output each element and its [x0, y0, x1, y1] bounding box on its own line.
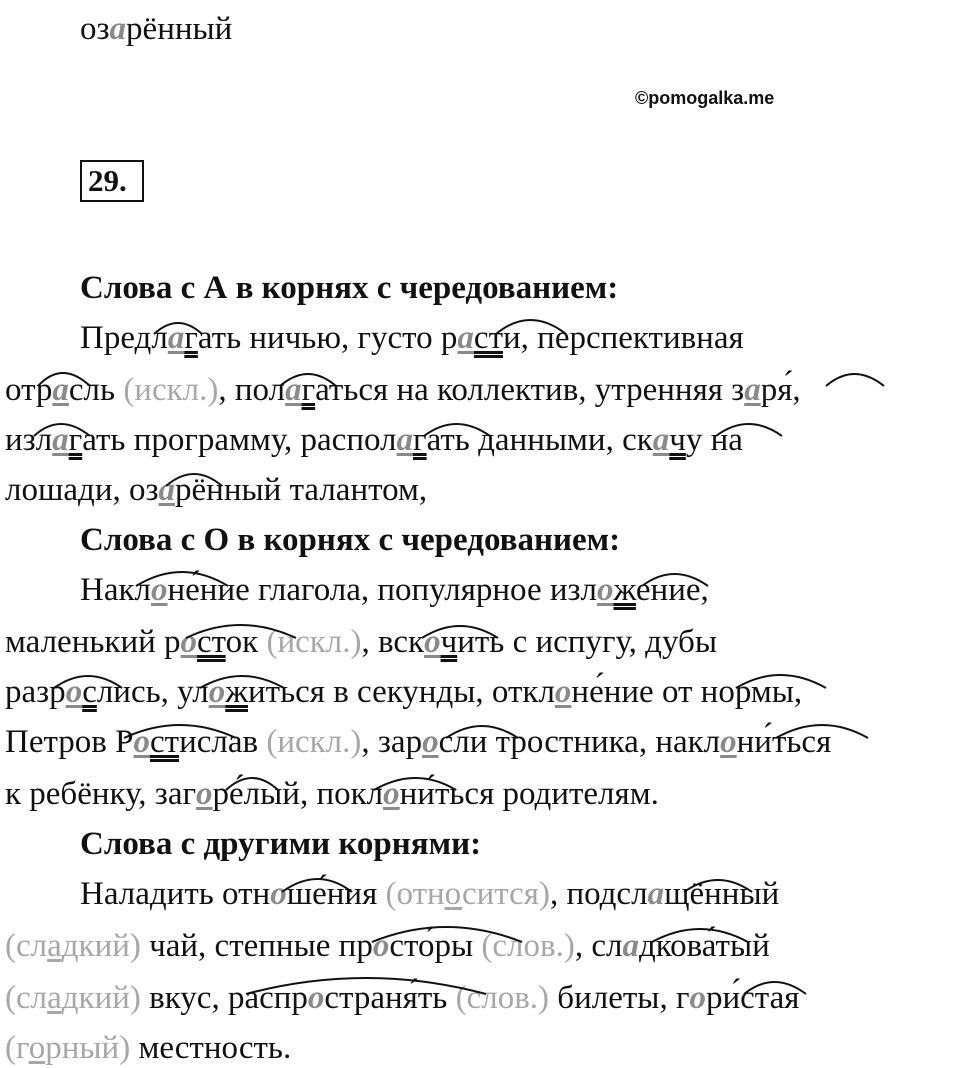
vowel: о [422, 724, 439, 760]
check-word: (г [5, 1030, 29, 1066]
vowel: о [65, 674, 83, 710]
vowel: о [270, 876, 287, 912]
text-line [5, 370, 801, 410]
vowel: о [554, 674, 572, 710]
consonant: г [184, 320, 198, 356]
text: ок [225, 624, 267, 660]
vowel: а [652, 422, 670, 458]
vowel: о [720, 724, 737, 760]
text: сто́ры [389, 928, 482, 964]
text: аться на коллектив, утренняя з [315, 372, 745, 408]
vowel: о [133, 724, 150, 760]
text: иться в секунды, откл [248, 674, 555, 710]
vowel: а [647, 876, 665, 912]
text: маленький р [5, 624, 181, 660]
consonant: ст [150, 724, 180, 760]
vowel: о [150, 572, 168, 608]
text: ение, [635, 572, 709, 608]
check-word: (отн [385, 876, 445, 912]
text: ни́ться родителям. [399, 776, 659, 812]
text-line [80, 570, 709, 610]
vowel: а [167, 320, 185, 356]
text: Наладить отн [80, 876, 271, 912]
text: ни́ться [736, 724, 832, 760]
text: лись, ул [96, 674, 209, 710]
vowel: о [307, 980, 325, 1016]
consonant: г [68, 422, 83, 458]
dictionary-note: (слов.) [481, 928, 575, 964]
consonant: с [82, 674, 97, 710]
text: страня́ть [324, 980, 456, 1016]
watermark: ©pomogalka.me [635, 88, 775, 108]
text: местность. [130, 1030, 292, 1066]
check-word: дкий) [61, 928, 141, 964]
check-word: рный) [45, 1030, 131, 1066]
check-vowel: о [28, 1030, 46, 1066]
vowel: о [597, 572, 614, 608]
section-heading-other: Слова с другими корнями: [80, 826, 482, 862]
text: , зар [361, 724, 423, 760]
text: ря́, [760, 372, 801, 408]
text-line [5, 672, 802, 712]
vowel: а [396, 422, 414, 458]
text: отр [5, 372, 53, 408]
text: сль [68, 372, 124, 408]
text-line [5, 470, 427, 510]
text: разр [5, 674, 66, 710]
vowel: а [457, 320, 474, 356]
section-heading-a: Слова с А в корнях с чередованием: [80, 270, 619, 306]
text: к ребёнку, заг [5, 776, 197, 812]
text: ре́лый, покл [212, 776, 384, 812]
text: рённый [126, 11, 233, 47]
vowel: а [52, 422, 69, 458]
check-word: (сл [5, 928, 48, 964]
vowel: о [424, 624, 441, 660]
root-arc [826, 374, 884, 386]
text: ить с испугу, дубы [457, 624, 717, 660]
text-line [5, 774, 659, 814]
exception-note: (искл.) [266, 724, 362, 760]
text: , вск [361, 624, 425, 660]
text-line [5, 978, 799, 1018]
dictionary-note: (слов.) [455, 980, 550, 1016]
consonant: ч [440, 624, 458, 660]
text: Петров Р [5, 724, 134, 760]
text: Предл [80, 320, 168, 356]
vowel: а [109, 11, 127, 47]
consonant: г [413, 422, 427, 458]
text-line [5, 622, 717, 662]
consonant: г [301, 372, 316, 408]
text: , пол [218, 372, 286, 408]
text-line [5, 1028, 291, 1068]
text: изл [5, 422, 53, 458]
text: билеты, г [549, 980, 690, 1016]
text-line [5, 722, 831, 762]
section-heading-o: Слова с О в корнях с чередованием: [80, 522, 621, 558]
consonant: ст [197, 624, 226, 660]
consonant: ж [225, 674, 248, 710]
text-line [80, 318, 744, 358]
text: Накл [80, 572, 151, 608]
check-vowel: о [444, 876, 462, 912]
text: ать ничью, густо р [197, 320, 458, 356]
vowel: а [744, 372, 761, 408]
text: ше́ния [286, 876, 386, 912]
text: не́ние глагола, популярное изл [167, 572, 598, 608]
top-word [80, 9, 232, 49]
vowel: а [622, 928, 639, 964]
consonant: ж [613, 572, 636, 608]
consonant: ст [473, 320, 503, 356]
exception-note: (искл.) [123, 372, 219, 408]
text-line [5, 926, 770, 966]
text: и, перспективная [503, 320, 744, 356]
vowel: о [208, 674, 226, 710]
vowel: а [52, 372, 69, 408]
text: , сл [574, 928, 623, 964]
consonant: ч [669, 422, 686, 458]
check-vowel: а [47, 928, 62, 964]
text: чай, степные пр [140, 928, 373, 964]
vowel: о [372, 928, 390, 964]
vowel: о [383, 776, 400, 812]
check-word: сится) [461, 876, 550, 912]
text: ри́стая [705, 980, 800, 1016]
text: ислав [179, 724, 267, 760]
vowel: о [180, 624, 198, 660]
vowel: а [158, 472, 176, 508]
vowel: о [196, 776, 213, 812]
text: щённый [664, 876, 780, 912]
text: , подсл [549, 876, 648, 912]
vowel: а [285, 372, 302, 408]
text: дкова́тый [638, 928, 770, 964]
vowel: о [689, 980, 706, 1016]
text: у на [685, 422, 743, 458]
exception-note: (искл.) [266, 624, 362, 660]
text: лошади, оз [5, 472, 159, 508]
text: сли тростника, накл [438, 724, 721, 760]
text-line [80, 874, 779, 914]
text: вкус, распр [140, 980, 308, 1016]
text: рённый талантом, [175, 472, 428, 508]
task-number: 29. [80, 160, 144, 202]
text: ать данными, ск [426, 422, 653, 458]
check-word: дкий) [61, 980, 141, 1016]
text: не́ние от нормы, [571, 674, 803, 710]
check-word: (сл [5, 980, 48, 1016]
text: оз [80, 11, 110, 47]
text-line [5, 420, 743, 460]
text: ать программу, распол [82, 422, 397, 458]
check-vowel: а [47, 980, 62, 1016]
